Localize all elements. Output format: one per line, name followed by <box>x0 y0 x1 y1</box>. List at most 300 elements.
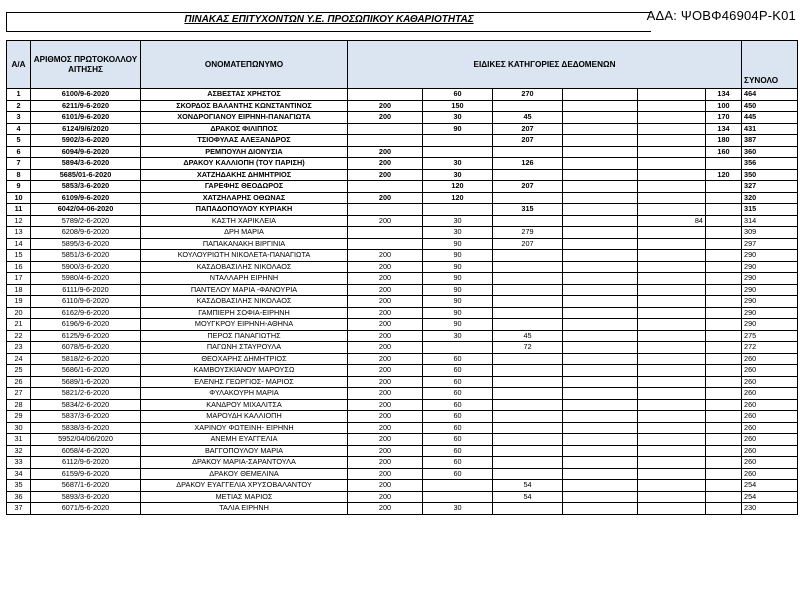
cell-protocol: 5895/3-6-2020 <box>31 238 141 250</box>
cell-protocol: 6159/9-6-2020 <box>31 468 141 480</box>
cell-c2 <box>423 135 493 147</box>
cell-aa: 28 <box>7 399 31 411</box>
cell-c4 <box>563 112 638 124</box>
cell-c5 <box>638 238 706 250</box>
cell-c3 <box>493 284 563 296</box>
cell-name: ΔΡΑΚΟΥ ΚΑΛΛΙΟΠΗ (ΤΟΥ ΠΑΡΙΣΗ) <box>141 158 348 170</box>
table-row <box>7 411 798 423</box>
cell-c2: 30 <box>423 227 493 239</box>
cell-protocol: 6110/9-6-2020 <box>31 296 141 308</box>
cell-c4 <box>563 135 638 147</box>
cell-name: ΘΕΟΧΑΡΗΣ ΔΗΜΗΤΡΙΟΣ <box>141 353 348 365</box>
table-row <box>7 503 798 515</box>
cell-c5 <box>638 273 706 285</box>
cell-protocol: 6100/9-6-2020 <box>31 89 141 101</box>
candidates-table <box>6 40 798 515</box>
table-row <box>7 445 798 457</box>
cell-c6: 160 <box>706 146 742 158</box>
table-row <box>7 365 798 377</box>
cell-c2: 90 <box>423 307 493 319</box>
cell-total: 309 <box>742 227 798 239</box>
cell-c5 <box>638 135 706 147</box>
cell-c2 <box>423 342 493 354</box>
cell-protocol: 6211/9-6-2020 <box>31 100 141 112</box>
header-name: ΟΝΟΜΑΤΕΠΩΝΥΜΟ <box>141 41 348 89</box>
cell-name: ΔΡΑΚΟΥ ΕΥΑΓΓΕΛΙΑ ΧΡΥΣΟΒΑΛΑΝΤΟΥ <box>141 480 348 492</box>
cell-c6: 100 <box>706 100 742 112</box>
cell-protocol: 6094/9-6-2020 <box>31 146 141 158</box>
table-row <box>7 158 798 170</box>
cell-c3: 54 <box>493 480 563 492</box>
cell-c5 <box>638 296 706 308</box>
cell-c6 <box>706 158 742 170</box>
cell-c2: 30 <box>423 330 493 342</box>
cell-c1: 200 <box>348 503 423 515</box>
cell-c2: 120 <box>423 181 493 193</box>
cell-c2: 60 <box>423 457 493 469</box>
cell-c2: 90 <box>423 261 493 273</box>
cell-c2 <box>423 204 493 216</box>
cell-aa: 14 <box>7 238 31 250</box>
cell-c6 <box>706 192 742 204</box>
cell-protocol: 5837/3-6-2020 <box>31 411 141 423</box>
cell-total: 464 <box>742 89 798 101</box>
cell-total: 314 <box>742 215 798 227</box>
cell-total: 260 <box>742 468 798 480</box>
cell-c1 <box>348 238 423 250</box>
cell-c4 <box>563 273 638 285</box>
cell-c5 <box>638 388 706 400</box>
cell-c6 <box>706 319 742 331</box>
cell-c5 <box>638 411 706 423</box>
cell-name: ΚΟΥΛΟΥΡΙΩΤΗ ΝΙΚΟΛΕΤΑ-ΠΑΝΑΓΙΩΤΑ <box>141 250 348 262</box>
table-row <box>7 284 798 296</box>
cell-name: ΔΡΗ ΜΑΡΙΑ <box>141 227 348 239</box>
cell-aa: 10 <box>7 192 31 204</box>
cell-c3 <box>493 445 563 457</box>
cell-protocol: 6042/04-06-2020 <box>31 204 141 216</box>
cell-c3 <box>493 388 563 400</box>
cell-c1 <box>348 89 423 101</box>
cell-c2: 60 <box>423 399 493 411</box>
cell-name: ΧΑΤΖΗΛΑΡΗΣ ΟΘΩΝΑΣ <box>141 192 348 204</box>
cell-c4 <box>563 342 638 354</box>
cell-c1: 200 <box>348 422 423 434</box>
cell-c5 <box>638 158 706 170</box>
cell-name: ΡΕΜΠΟΥΛΗ ΔΙΟΝΥΣΙΑ <box>141 146 348 158</box>
cell-c3 <box>493 307 563 319</box>
cell-aa: 7 <box>7 158 31 170</box>
cell-c2: 90 <box>423 319 493 331</box>
cell-c5 <box>638 330 706 342</box>
cell-c1: 200 <box>348 376 423 388</box>
cell-c4 <box>563 411 638 423</box>
cell-c5 <box>638 204 706 216</box>
cell-total: 320 <box>742 192 798 204</box>
cell-c2 <box>423 491 493 503</box>
table-row <box>7 261 798 273</box>
cell-name: ΚΑΜΒΟΥΣΚΙΑΝΟΥ ΜΑΡΟΥΣΩ <box>141 365 348 377</box>
cell-protocol: 5893/3-6-2020 <box>31 491 141 503</box>
cell-protocol: 6196/9-6-2020 <box>31 319 141 331</box>
cell-c5 <box>638 457 706 469</box>
cell-aa: 27 <box>7 388 31 400</box>
cell-c2: 60 <box>423 445 493 457</box>
cell-c3: 72 <box>493 342 563 354</box>
cell-c1 <box>348 135 423 147</box>
cell-c4 <box>563 215 638 227</box>
document-title: ΠΙΝΑΚΑΣ ΕΠΙΤΥΧΟΝΤΩΝ Υ.Ε. ΠΡΟΣΩΠΙΚΟΥ ΚΑΘΑΡΙΟΤΗΤΑΣ <box>184 14 474 25</box>
cell-aa: 25 <box>7 365 31 377</box>
cell-c2 <box>423 480 493 492</box>
cell-c1: 200 <box>348 353 423 365</box>
cell-total: 260 <box>742 457 798 469</box>
cell-c5 <box>638 250 706 262</box>
cell-total: 327 <box>742 181 798 193</box>
cell-protocol: 6109/9-6-2020 <box>31 192 141 204</box>
cell-c3 <box>493 319 563 331</box>
cell-c3: 270 <box>493 89 563 101</box>
cell-c4 <box>563 158 638 170</box>
cell-protocol: 5952/04/06/2020 <box>31 434 141 446</box>
cell-c1: 200 <box>348 342 423 354</box>
cell-c3: 207 <box>493 238 563 250</box>
cell-protocol: 5834/2-6-2020 <box>31 399 141 411</box>
cell-c1: 200 <box>348 296 423 308</box>
cell-aa: 23 <box>7 342 31 354</box>
cell-total: 272 <box>742 342 798 354</box>
cell-total: 260 <box>742 445 798 457</box>
cell-c6 <box>706 365 742 377</box>
cell-c5 <box>638 100 706 112</box>
cell-c6: 180 <box>706 135 742 147</box>
cell-c4 <box>563 399 638 411</box>
cell-c5 <box>638 261 706 273</box>
table-row <box>7 468 798 480</box>
cell-c3 <box>493 411 563 423</box>
table-row <box>7 181 798 193</box>
table-row <box>7 319 798 331</box>
cell-name: ΜΟΥΓΚΡΟΥ ΕΙΡΗΝΗ-ΑΘΗΝΑ <box>141 319 348 331</box>
cell-protocol: 6112/9-6-2020 <box>31 457 141 469</box>
cell-total: 260 <box>742 365 798 377</box>
cell-total: 290 <box>742 273 798 285</box>
cell-c2: 60 <box>423 388 493 400</box>
cell-aa: 33 <box>7 457 31 469</box>
cell-c6 <box>706 503 742 515</box>
cell-c4 <box>563 123 638 135</box>
cell-aa: 15 <box>7 250 31 262</box>
table-row <box>7 215 798 227</box>
cell-c4 <box>563 307 638 319</box>
table-row <box>7 491 798 503</box>
cell-protocol: 6058/4-6-2020 <box>31 445 141 457</box>
cell-c2: 60 <box>423 434 493 446</box>
cell-c3: 207 <box>493 135 563 147</box>
table-row <box>7 296 798 308</box>
cell-total: 260 <box>742 388 798 400</box>
cell-c1: 200 <box>348 273 423 285</box>
cell-c3 <box>493 146 563 158</box>
cell-c3: 126 <box>493 158 563 170</box>
table-row <box>7 250 798 262</box>
cell-c2: 150 <box>423 100 493 112</box>
cell-c6 <box>706 399 742 411</box>
cell-name: ΔΡΑΚΟΥ ΘΕΜΕΛΙΝΑ <box>141 468 348 480</box>
cell-c4 <box>563 434 638 446</box>
cell-c6 <box>706 422 742 434</box>
cell-c1: 200 <box>348 388 423 400</box>
cell-c2: 90 <box>423 284 493 296</box>
cell-aa: 3 <box>7 112 31 124</box>
cell-c3: 54 <box>493 491 563 503</box>
cell-name: ΠΑΓΩΝΗ ΣΤΑΥΡΟΥΛΑ <box>141 342 348 354</box>
cell-protocol: 5902/3-6-2020 <box>31 135 141 147</box>
cell-total: 290 <box>742 284 798 296</box>
cell-c2: 90 <box>423 296 493 308</box>
cell-total: 450 <box>742 100 798 112</box>
cell-c1: 200 <box>348 112 423 124</box>
cell-total: 290 <box>742 261 798 273</box>
cell-c1: 200 <box>348 158 423 170</box>
cell-aa: 12 <box>7 215 31 227</box>
cell-c1: 200 <box>348 491 423 503</box>
cell-c4 <box>563 503 638 515</box>
cell-c6 <box>706 284 742 296</box>
table-row <box>7 399 798 411</box>
cell-c3 <box>493 100 563 112</box>
table-row <box>7 100 798 112</box>
cell-name: ΜΕΤΙΑΣ ΜΑΡΙΟΣ <box>141 491 348 503</box>
cell-protocol: 5980/4-6-2020 <box>31 273 141 285</box>
cell-name: ΓΑΜΠΙΕΡΗ ΣΟΦΙΑ-ΕΙΡΗΝΗ <box>141 307 348 319</box>
cell-total: 290 <box>742 296 798 308</box>
cell-c3 <box>493 169 563 181</box>
cell-total: 230 <box>742 503 798 515</box>
header-total: ΣΥΝΟΛΟ <box>742 41 798 89</box>
cell-c1: 200 <box>348 100 423 112</box>
cell-c2: 30 <box>423 112 493 124</box>
cell-total: 260 <box>742 376 798 388</box>
cell-c5 <box>638 480 706 492</box>
cell-c4 <box>563 169 638 181</box>
cell-aa: 5 <box>7 135 31 147</box>
cell-name: ΚΑΣΔΟΒΑΣΙΛΗΣ ΝΙΚΟΛΑΟΣ <box>141 261 348 273</box>
cell-aa: 2 <box>7 100 31 112</box>
cell-c3 <box>493 215 563 227</box>
table-row <box>7 388 798 400</box>
cell-c3: 45 <box>493 330 563 342</box>
cell-total: 356 <box>742 158 798 170</box>
cell-c5 <box>638 422 706 434</box>
table-row <box>7 342 798 354</box>
cell-c4 <box>563 261 638 273</box>
cell-c1: 200 <box>348 468 423 480</box>
header-protocol: ΑΡΙΘΜΟΣ ΠΡΩΤΟΚΟΛΛΟΥ ΑΙΤΗΣΗΣ <box>31 41 141 89</box>
cell-c6: 120 <box>706 169 742 181</box>
table-row <box>7 204 798 216</box>
cell-c2: 60 <box>423 376 493 388</box>
cell-total: 315 <box>742 204 798 216</box>
cell-c6 <box>706 376 742 388</box>
cell-c3: 207 <box>493 181 563 193</box>
cell-c1: 200 <box>348 434 423 446</box>
cell-c4 <box>563 365 638 377</box>
cell-c1: 200 <box>348 480 423 492</box>
cell-c4 <box>563 376 638 388</box>
cell-c2: 60 <box>423 411 493 423</box>
cell-aa: 9 <box>7 181 31 193</box>
cell-c2 <box>423 146 493 158</box>
cell-c1: 200 <box>348 261 423 273</box>
cell-aa: 29 <box>7 411 31 423</box>
cell-c5 <box>638 284 706 296</box>
cell-aa: 1 <box>7 89 31 101</box>
cell-c2: 30 <box>423 503 493 515</box>
cell-total: 297 <box>742 238 798 250</box>
cell-c4 <box>563 250 638 262</box>
cell-protocol: 5687/1-6-2020 <box>31 480 141 492</box>
cell-c2: 30 <box>423 169 493 181</box>
cell-c2: 60 <box>423 468 493 480</box>
cell-c4 <box>563 227 638 239</box>
cell-name: ΠΑΠΑΚΑΝΑΚΗ ΒΙΡΓΙΝΙΑ <box>141 238 348 250</box>
table-row <box>7 169 798 181</box>
cell-c1: 200 <box>348 169 423 181</box>
cell-c1 <box>348 227 423 239</box>
cell-c1: 200 <box>348 330 423 342</box>
cell-name: ΚΑΝΔΡΟΥ ΜΙΧΑΛΙΤΣΑ <box>141 399 348 411</box>
cell-c3: 45 <box>493 112 563 124</box>
cell-c4 <box>563 100 638 112</box>
cell-name: ΧΑΡΙΝΟΥ ΦΩΤΕΙΝΗ- ΕΙΡΗΝΗ <box>141 422 348 434</box>
cell-c5 <box>638 181 706 193</box>
cell-c6: 170 <box>706 112 742 124</box>
cell-c1: 200 <box>348 250 423 262</box>
cell-c6 <box>706 296 742 308</box>
cell-c3 <box>493 457 563 469</box>
cell-total: 350 <box>742 169 798 181</box>
cell-protocol: 5838/3-6-2020 <box>31 422 141 434</box>
cell-c3 <box>493 250 563 262</box>
cell-aa: 32 <box>7 445 31 457</box>
cell-protocol: 6124/9/6/2020 <box>31 123 141 135</box>
cell-c4 <box>563 491 638 503</box>
cell-c4 <box>563 146 638 158</box>
cell-aa: 16 <box>7 261 31 273</box>
table-row <box>7 307 798 319</box>
table-row <box>7 123 798 135</box>
cell-total: 387 <box>742 135 798 147</box>
table-row <box>7 146 798 158</box>
cell-c3: 279 <box>493 227 563 239</box>
cell-c5 <box>638 353 706 365</box>
cell-c3 <box>493 365 563 377</box>
cell-c4 <box>563 388 638 400</box>
cell-aa: 35 <box>7 480 31 492</box>
cell-c3 <box>493 273 563 285</box>
cell-aa: 13 <box>7 227 31 239</box>
cell-aa: 21 <box>7 319 31 331</box>
cell-name: ΚΑΣΤΗ ΧΑΡΙΚΛΕΙΑ <box>141 215 348 227</box>
cell-c5 <box>638 123 706 135</box>
cell-c6 <box>706 204 742 216</box>
cell-total: 290 <box>742 250 798 262</box>
cell-aa: 24 <box>7 353 31 365</box>
cell-c1: 200 <box>348 319 423 331</box>
cell-c6 <box>706 491 742 503</box>
cell-name: ΠΕΡΟΣ ΠΑΝΑΓΙΩΤΗΣ <box>141 330 348 342</box>
cell-total: 275 <box>742 330 798 342</box>
cell-c6 <box>706 238 742 250</box>
cell-total: 290 <box>742 307 798 319</box>
cell-aa: 31 <box>7 434 31 446</box>
cell-protocol: 5818/2-6-2020 <box>31 353 141 365</box>
cell-c6 <box>706 307 742 319</box>
cell-c4 <box>563 319 638 331</box>
cell-c4 <box>563 445 638 457</box>
cell-c6 <box>706 445 742 457</box>
cell-c2: 120 <box>423 192 493 204</box>
cell-c2: 90 <box>423 123 493 135</box>
cell-c5 <box>638 399 706 411</box>
cell-aa: 30 <box>7 422 31 434</box>
table-row <box>7 434 798 446</box>
cell-c5 <box>638 112 706 124</box>
cell-name: ΤΣΙΟΦΥΛΑΣ ΑΛΕΞΑΝΔΡΟΣ <box>141 135 348 147</box>
table-row <box>7 457 798 469</box>
cell-c3 <box>493 376 563 388</box>
table-row <box>7 422 798 434</box>
table-row <box>7 330 798 342</box>
table-row <box>7 273 798 285</box>
cell-c6 <box>706 342 742 354</box>
cell-protocol: 6125/9-6-2020 <box>31 330 141 342</box>
cell-c5 <box>638 192 706 204</box>
cell-c2: 90 <box>423 273 493 285</box>
cell-c1: 200 <box>348 399 423 411</box>
title-box <box>6 12 651 32</box>
ada-code: ΑΔΑ: ΨΟΒΦ46904Ρ-Κ01 <box>646 8 796 23</box>
cell-c6 <box>706 411 742 423</box>
cell-total: 260 <box>742 434 798 446</box>
cell-c6 <box>706 273 742 285</box>
cell-c5 <box>638 468 706 480</box>
cell-protocol: 5689/1-6-2020 <box>31 376 141 388</box>
cell-c6 <box>706 215 742 227</box>
cell-c6 <box>706 480 742 492</box>
cell-total: 260 <box>742 411 798 423</box>
cell-c4 <box>563 296 638 308</box>
cell-total: 431 <box>742 123 798 135</box>
cell-c1 <box>348 181 423 193</box>
cell-c6 <box>706 457 742 469</box>
cell-c2: 30 <box>423 158 493 170</box>
cell-name: ΜΑΡΟΥΔΗ ΚΑΛΛΙΟΠΗ <box>141 411 348 423</box>
cell-aa: 22 <box>7 330 31 342</box>
header-categories: ΕΙΔΙΚΕΣ ΚΑΤΗΓΟΡΙΕΣ ΔΕΔΟΜΕΝΩΝ <box>348 41 742 89</box>
cell-c5: 84 <box>638 215 706 227</box>
cell-name: ΤΑΛΙΑ ΕΙΡΗΝΗ <box>141 503 348 515</box>
cell-aa: 4 <box>7 123 31 135</box>
cell-protocol: 6111/9-6-2020 <box>31 284 141 296</box>
cell-protocol: 5686/1-6-2020 <box>31 365 141 377</box>
cell-c6 <box>706 353 742 365</box>
cell-c3: 315 <box>493 204 563 216</box>
cell-c3 <box>493 503 563 515</box>
cell-c5 <box>638 376 706 388</box>
cell-c5 <box>638 307 706 319</box>
